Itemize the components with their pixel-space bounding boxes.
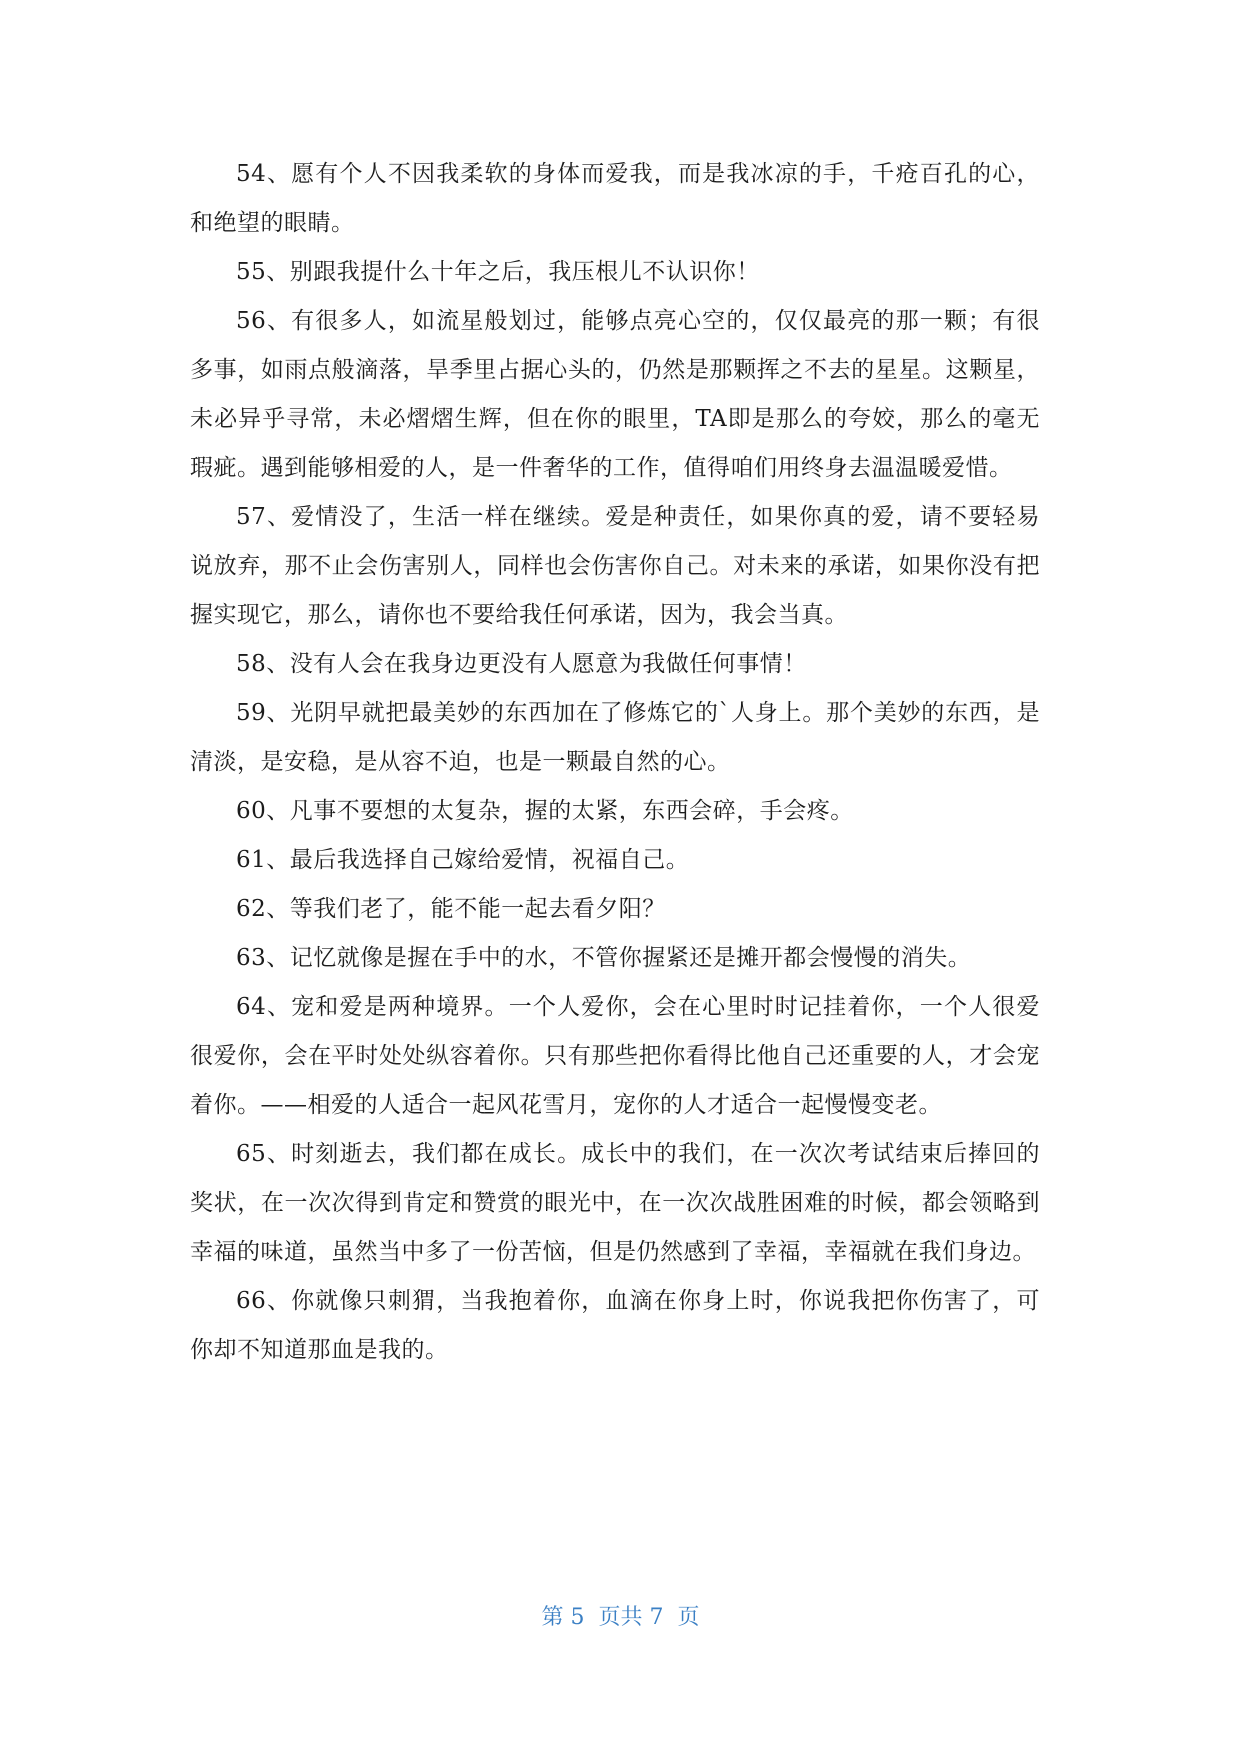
paragraph-59: 59、光阴早就把最美妙的东西加在了修炼它的`人身上。那个美妙的东西，是清淡，是安稳，是从容不迫，也是一颗最自然的心。: [190, 700, 1040, 775]
paragraph-55: 55、别跟我提什么十年之后，我压根儿不认识你！: [236, 259, 760, 285]
paragraph-63: 63、记忆就像是握在手中的水，不管你握紧还是摊开都会慢慢的消失。: [236, 945, 972, 971]
paragraph-65: 65、时刻逝去，我们都在成长。成长中的我们，在一次次考试结束后捧回的奖状，在一次次得到肯定和赞赏的眼光中，在一次次战胜困难的时候，都会领略到幸福的味道，虽然当中多了一份苦恼，但是仍然感到了幸福，幸福就在我们身边。: [190, 1141, 1040, 1265]
paragraph-60: 60、凡事不要想的太复杂，握的太紧，东西会碎，手会疼。: [236, 798, 854, 824]
paragraph-54: 54、愿有个人不因我柔软的身体而爱我，而是我冰凉的手，千疮百孔的心，和绝望的眼睛。: [190, 161, 1040, 236]
document-body: [190, 150, 1040, 1375]
paragraph-66: 66、你就像只刺猬，当我抱着你，血滴在你身上时，你说我把你伤害了，可你却不知道那血是我的。: [190, 1288, 1040, 1363]
page-footer: [0, 1600, 1241, 1631]
paragraph-57: 57、爱情没了，生活一样在继续。爱是种责任，如果你真的爱，请不要轻易说放弃，那不止会伤害别人，同样也会伤害你自己。对未来的承诺，如果你没有把握实现它，那么，请你也不要给我任何承诺，因为，我会当真。: [190, 504, 1040, 628]
paragraph-62: 62、等我们老了，能不能一起去看夕阳？: [236, 896, 666, 922]
paragraph-64: 64、宠和爱是两种境界。一个人爱你，会在心里时时记挂着你，一个人很爱很爱你，会在平时处处纵容着你。只有那些把你看得比他自己还重要的人，才会宠着你。——相爱的人适合一起风花雪月，宠你的人才适合一起慢慢变老。: [190, 994, 1040, 1118]
paragraph-56: 56、有很多人，如流星般划过，能够点亮心空的，仅仅最亮的那一颗；有很多事，如雨点般滴落，旱季里占据心头的，仍然是那颗挥之不去的星星。这颗星，未必异乎寻常，未必熠熠生辉，但在你的眼里，TA即是那么的夸姣，那么的毫无瑕疵。遇到能够相爱的人，是一件奢华的工作，值得咱们用终身去温温暖爱惜。: [190, 308, 1040, 481]
paragraph-61: 61、最后我选择自己嫁给爱情，祝福自己。: [236, 847, 690, 873]
paragraph-58: 58、没有人会在我身边更没有人愿意为我做任何事情！: [236, 651, 807, 677]
page-number: 第 5 页共 7 页: [541, 1605, 700, 1630]
